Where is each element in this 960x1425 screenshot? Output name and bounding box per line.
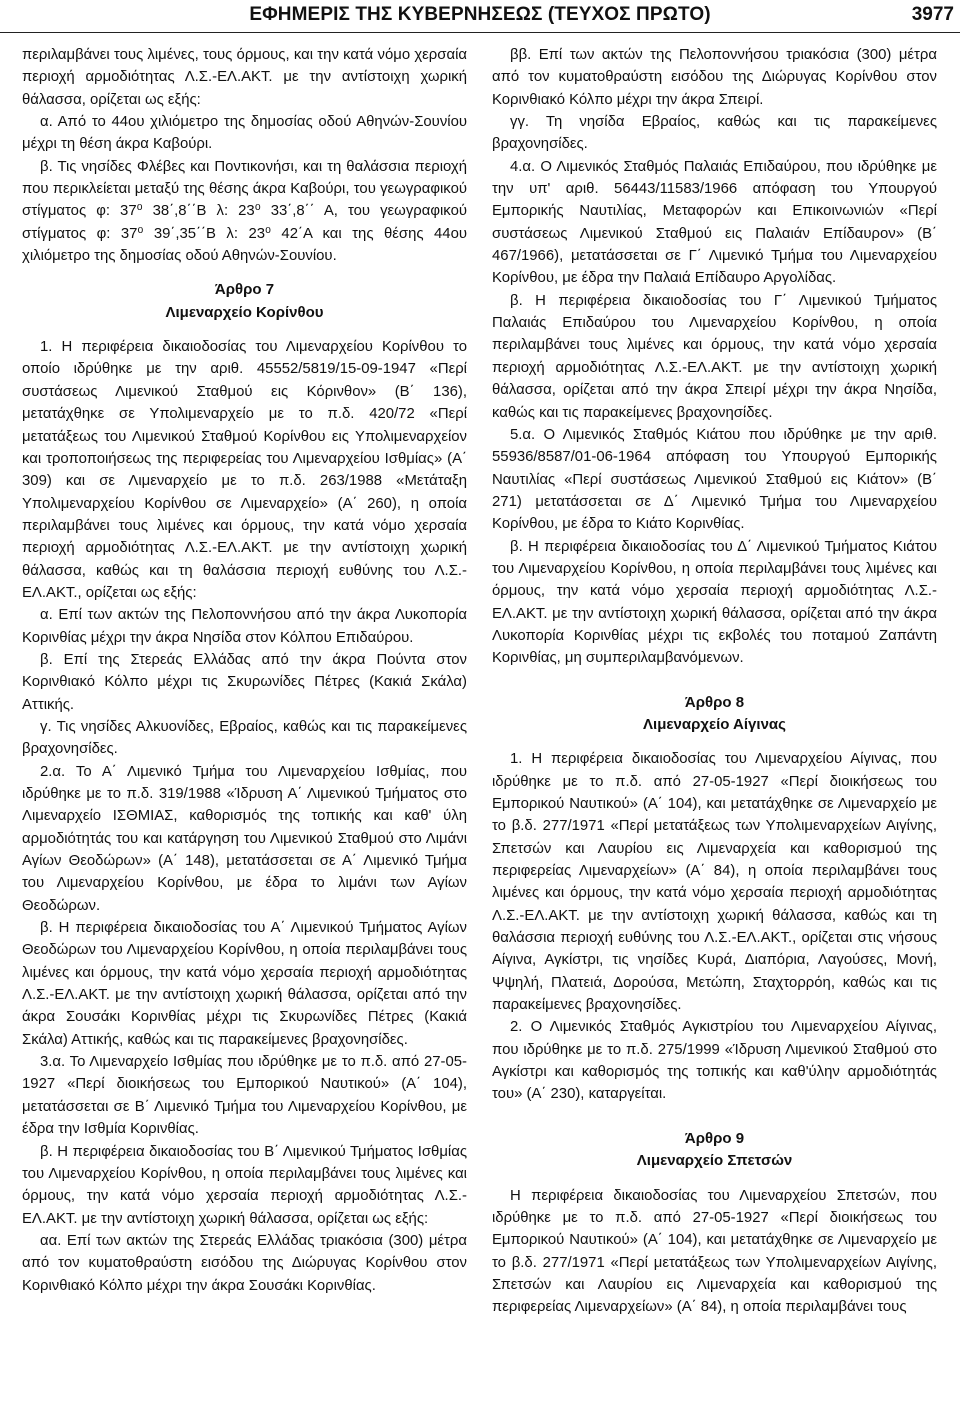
page-number: 3977 [911,4,954,25]
paragraph: 1. Η περιφέρεια δικαιοδοσίας του Λιμεναρχείου Κορίνθου το οποίο ιδρύθηκε με την αριθ. 45552/5819/15-09-1947 «Περί συστάσεως Λιμενικού Σταθμού εις Κόρινθον» (Β΄ 136), μετατάχθηκε σε Υπολιμεναρχείο με το π.δ. 420/72 «Περί μετατάξεως του Λιμενικού Σταθμού Κορίνθου εις Υπολιμεναρχείον και τροποποιήσεως της περιφερείας του Λιμεναρχείου Ισθμίας» (Α΄ 309) και σε Λιμεναρχείο με το π.δ. 263/1988 «Μετάταξη Υπολιμεναρχείου Κορίνθου σε Λιμεναρχείο» (Α΄ 260), η οποία περιλαμβάνει τους λιμένες και όρμους, την κατά νόμο χερσαία περιοχή αρμοδιότητας Λ.Σ.-ΕΛ.ΑΚΤ. με την αντίστοιχη χωρική θάλασσα, καθώς και τη θαλάσσια περιοχή ευθύνης του Λ.Σ.-ΕΛ.ΑΚΤ., ορίζεται ως εξής: [22,339,467,601]
paragraph: αα. Επί των ακτών της Στερεάς Ελλάδας τριακόσια (300) μέτρα από τον κυματοθραύστη εισόδου της Διώρυγας Κορίνθου στον Κορινθιακό Κόλπο μέχρι την άκρα Σουσάκι Κορινθίας. [22,1232,467,1294]
paragraph: β. Η περιφέρεια δικαιοδοσίας του Δ΄ Λιμενικού Τμήματος Κιάτου του Λιμεναρχείου Κορίνθου, η οποία περιλαμβάνει τους λιμένες και όρμους, την κατά νόμο χερσαία περιοχή αρμοδιότητας Λ.Σ.-ΕΛ.ΑΚΤ. με την αντίστοιχη χωρική θάλασσα, ορίζεται από την άκρα Λυκοπορία Κορινθίας μέχρι τις εκβολές του ποταμού Ζαπάντη Κορινθίας, μη συμπεριλαμβανόμενων. [492,538,937,667]
page-header [0,0,960,30]
paragraph: γ. Τις νησίδες Αλκυονίδες, Εβραίος, καθώς και τις παρακείμενες βραχονησίδες. [22,718,467,758]
paragraph: β. Η περιφέρεια δικαιοδοσίας του Γ΄ Λιμενικού Τμήματος Παλαιάς Επιδαύρου του Λιμεναρχείου Κορίνθου, η οποία περιλαμβάνει τους λιμένες και όρμους, την κατά νόμο χερσαία περιοχή αρμοδιότητας Λ.Σ.-ΕΛ.ΑΚΤ. με την αντίστοιχη χωρική θάλασσα, ορίζεται από την άκρα Σπειρί μέχρι την άκρα Νησίδα, καθώς και τις παρακείμενες βραχονησίδες. [492,292,937,421]
paragraph: Η περιφέρεια δικαιοδοσίας του Λιμεναρχείου Σπετσών, που ιδρύθηκε με το π.δ. από 27-05-1927 «Περί διοικήσεως του Εμπορικού Ναυτικού» (Α΄ 104), και μετατάχθηκε σε Λιμεναρχείο με το β.δ. 277/1971 «Περί μετατάξεως των Υπολιμεναρχείων Αιγίνης, Σπετσών και Λαυρίου εις Λιμεναρχεία και καθορισμού της περιφερείας Λιμεναρχείων» (Α΄ 84), η οποία περιλαμβάνει τους [492,1187,937,1316]
paragraph: 2.α. Το Α΄ Λιμενικό Τμήμα του Λιμεναρχείου Ισθμίας, που ιδρύθηκε με το π.δ. 319/1988 «Ίδρυση Α΄ Λιμενικού Τμήματος στο Λιμεναρχείο ΙΣΘΜΙΑΣ, καθορισμός της τοπικής και καθ' ύλη αρμοδιότητάς του και κατάργηση του Λιμενικού Σταθμού στο Λιμάνι Αγίων Θεοδώρων» (Α΄ 148), μετατάσσεται σε Α΄ Λιμενικό Τμήμα του Λιμεναρχείου Κορίνθου, με έδρα το λιμάνι των Αγίων Θεοδώρων. [22,763,467,914]
article-heading: Άρθρο 9 [684,1129,745,1147]
paragraph: β. Τις νησίδες Φλέβες και Ποντικονήσι, και τη θαλάσσια περιοχή που περικλείεται μεταξύ της θέσης άκρα Καβούρι, του γεωγραφικού στίγματος φ: 37⁰ 38΄,8΄΄Β λ: 23⁰ 33΄,8΄΄ Α, του γεωγραφικού στίγματος φ: 37⁰ 39΄,35΄΄Β λ: 23⁰ 42΄Α και της θέσης 44ου χιλιόμετρο της δημοσίας οδού Αθηνών-Σουνίου. [22,158,467,265]
paragraph: 1. Η περιφέρεια δικαιοδοσίας του Λιμεναρχείου Αίγινας, που ιδρύθηκε με το π.δ. από 27-05-1927 «Περί διοικήσεως του Εμπορικού Ναυτικού» (Α΄ 104), και μετατάχθηκε σε Λιμεναρχείο με το β.δ. 277/1971 «Περί μετατάξεως των Υπολιμεναρχείων Αιγίνης, Σπετσών και Λαυρίου εις Λιμεναρχεία και καθορισμού της περιφερείας Λιμεναρχείων» (Α΄ 84), η οποία περιλαμβάνει τους λιμένες και όρμους, την κατά νόμο χερσαία περιοχή αρμοδιότητας Λ.Σ.-ΕΛ.ΑΚΤ. με την αντίστοιχη χωρική θάλασσα, καθώς και τη θαλάσσια περιοχή ευθύνης του Λ.Σ.-ΕΛ.ΑΚΤ., ορίζεται στις νήσους Αίγινα, Αγκίστρι, τις νησίδες Κυρά, Διαπόρια, Λαγούσες, Μονή, Ψψηλή, Πλατειά, Δορούσα, Μετώπη, Σταχτορρόη, καθώς και τις παρακείμενες βραχονησίδες. [492,751,937,1014]
paragraph: β. Η περιφέρεια δικαιοδοσίας του Α΄ Λιμενικού Τμήματος Αγίων Θεοδώρων του Λιμεναρχείου Κορίνθου, η οποία περιλαμβάνει τους λιμένες και όρμους, την κατά νόμο χερσαία περιοχή αρμοδιότητας Λ.Σ.-ΕΛ.ΑΚΤ. με την αντίστοιχη χωρική θάλασσα, ορίζεται από την άκρα Σουσάκι Κορινθίας μέχρι τις Σκυρωνίδες Πέτρες (Κακιά Σκάλα) Αττικής, καθώς και τις παρακείμενες βραχονησίδες. [22,920,467,1048]
header-rule [0,32,960,33]
paragraph: 4.α. Ο Λιμενικός Σταθμός Παλαιάς Επιδαύρου, που ιδρύθηκε με την υπ' αριθ. 56443/11583/1966 απόφαση του Υπουργού Εμπορικής Ναυτιλίας, Μεταφορών και Επικοινωνιών «Περί συστάσεως Λιμενικού Σταθμού εις Παλαιάν Επίδαυρον» (Β΄ 467/1966), μετατάσσεται σε Γ΄ Λιμενικό Τμήμα του Λιμεναρχείου Κορίνθου, με έδρα την Παλαιά Επίδαυρο Αργολίδας. [492,158,937,287]
paragraph: α. Επί των ακτών της Πελοποννήσου από την άκρα Λυκοπορία Κορινθίας μέχρι την άκρα Νησίδα στον Κόλπου Επιδαύρου. [22,607,467,646]
paragraph: 5.α. Ο Λιμενικός Σταθμός Κιάτου που ιδρύθηκε με την αριθ. 55936/8587/01-06-1964 απόφαση του Υπουργού Εμπορικής Ναυτιλίας «Περί συστάσεως Λιμενικού Σταθμού εις Κιάτον» (Β΄ 271) μετατάσσεται σε Δ΄ Λιμενικό Τμήμα του Λιμεναρχείου Κορίνθου, με έδρα το Κιάτο Κορινθίας. [492,426,937,533]
article-heading: Άρθρο 8 [684,693,745,711]
paragraph: 3.α. Το Λιμεναρχείο Ισθμίας που ιδρύθηκε με το π.δ. από 27-05-1927 «Περί διοικήσεως του Εμπορικού Ναυτικού» (Α΄ 104), μετατάσσεται σε Β΄ Λιμενικό Τμήμα του Λιμεναρχείου Κορίνθου, με έδρα την Ισθμία Κορινθίας. [22,1054,467,1138]
article-title: Λιμεναρχείο Σπετσών [636,1152,793,1170]
article-heading: Άρθρο 7 [214,281,275,299]
paragraph: β. Η περιφέρεια δικαιοδοσίας του Β΄ Λιμενικού Τμήματος Ισθμίας του Λιμεναρχείου Κορίνθου, η οποία περιλαμβάνει τους λιμένες και όρμους, την κατά νόμο χερσαία περιοχή αρμοδιότητας Λ.Σ.-ΕΛ.ΑΚΤ. με την αντίστοιχη χωρική θάλασσα, ορίζεται ως εξής: [22,1143,467,1227]
paragraph: περιλαμβάνει τους λιμένες, τους όρμους, και την κατά νόμο χερσαία περιοχή αρμοδιότητας Λ.Σ.-ΕΛ.ΑΚΤ. με την αντίστοιχη χωρική θάλασσα, ορίζεται ως εξής: [22,47,467,108]
paragraph: α. Από το 44ου χιλιόμετρο της δημοσίας οδού Αθηνών-Σουνίου μέχρι τη θέση άκρα Καβούρι. [22,114,467,153]
paragraph: 2. Ο Λιμενικός Σταθμός Αγκιστρίου του Λιμεναρχείου Αίγινας, που ιδρύθηκε με το π.δ. 275/1999 «Ίδρυση Λιμενικού Σταθμού στο Αγκίστρι και καθορισμός της τοπικής και καθ'ύλην αρμοδιότητάς του» (Α΄ 230), καταργείται. [492,1019,937,1103]
paragraph: γγ. Τη νησίδα Εβραίος, καθώς και τις παρακείμενες βραχονησίδες. [492,114,937,153]
right-column [492,44,937,1319]
paragraph: β. Επί της Στερεάς Ελλάδας από την άκρα Πούντα στον Κορινθιακό Κόλπο μέχρι τις Σκυρωνίδες Πέτρες (Κακιά Σκάλα) Αττικής. [22,651,467,713]
gazette-title: ΕΦΗΜΕΡΙΣ ΤΗΣ ΚΥΒΕΡΝΗΣΕΩΣ (ΤΕΥΧΟΣ ΠΡΩΤΟ) [249,4,711,25]
paragraph: ββ. Επί των ακτών της Πελοποννήσου τριακόσια (300) μέτρα από τον κυματοθραύστη εισόδου της Διώρυγας Κορίνθου στον Κορινθιακό Κόλπο μέχρι την άκρα Σπειρί. [492,47,937,108]
article-title: Λιμεναρχείο Αίγινας [643,715,786,733]
article-title: Λιμεναρχείο Κορίνθου [165,303,324,321]
left-column [22,44,467,1297]
